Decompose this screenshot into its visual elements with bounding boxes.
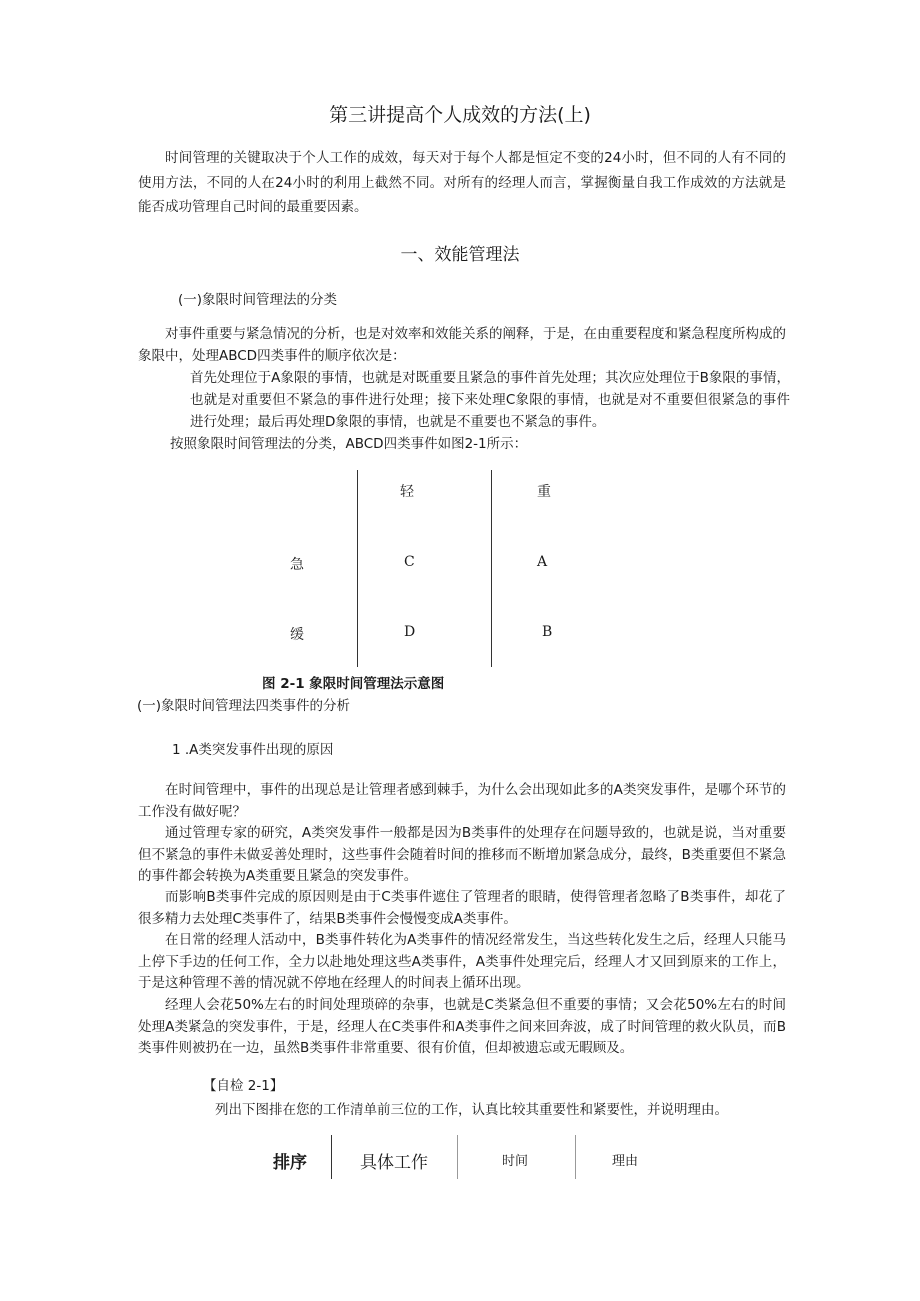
self-check-instruction: 列出下图排在您的工作清单前三位的工作，认真比较其重要性和紧要性，并说明理由。 <box>215 1102 728 1118</box>
paragraph: 而影响B类事件完成的原因则是由于C类事件遮住了管理者的眼睛，使得管理者忽略了B类事件，却花了很多精力去处理C类事件了，结果B类事件会慢慢变成A类事件。 <box>138 889 786 927</box>
paragraph: 对事件重要与紧急情况的分析，也是对效率和效能关系的阐释，于是，在由重要程度和紧急程度所构成的象限中，处理ABCD四类事件的顺序依次是： <box>138 326 786 364</box>
divider <box>575 1135 576 1179</box>
indented-paragraph: 首先处理位于A象限的事情，也就是对既重要且紧急的事件首先处理；其次应处理位于B象限的事情，也就是对重要但不紧急的事件进行处理；接下来处理C象限的事情，也就是对不重要但很紧急的事件进行处理；最后再处理D象限的事情，也就是不重要也不紧急的事件。 <box>190 370 790 430</box>
divider <box>331 1135 332 1179</box>
table-header: 理由 <box>612 1154 639 1169</box>
col-label-heavy: 重 <box>537 484 551 500</box>
table-header: 时间 <box>502 1154 529 1169</box>
subsection-heading: (一)象限时间管理法的分类 <box>178 292 338 308</box>
table-header: 排序 <box>273 1153 307 1173</box>
divider <box>357 470 358 667</box>
divider <box>457 1135 458 1179</box>
divider <box>491 470 492 667</box>
self-check-label: 【自检 2-1】 <box>203 1078 284 1094</box>
subsection-heading: (一)象限时间管理法四类事件的分析 <box>137 698 351 714</box>
figure-caption: 图 2-1 象限时间管理法示意图 <box>262 676 445 692</box>
page-title: 第三讲提高个人成效的方法(上) <box>329 104 591 126</box>
paragraph: 在时间管理中，事件的出现总是让管理者感到棘手，为什么会出现如此多的A类突发事件，是哪个环节的工作没有做好呢？ <box>138 782 786 820</box>
quadrant-c: C <box>404 554 415 570</box>
paragraph: 按照象限时间管理法的分类，ABCD四类事件如图2-1所示： <box>170 436 528 452</box>
paragraph: 通过管理专家的研究，A类突发事件一般都是因为B类事件的处理存在问题导致的，也就是说，当对重要但不紧急的事件未做妥善处理时，这些事件会随着时间的推移而不断增加紧急成分，最终，B类重要但不紧急的事件都会转换为A类重要且紧急的突发事件。 <box>138 825 786 885</box>
intro-paragraph: 时间管理的关键取决于个人工作的成效，每天对于每个人都是恒定不变的24小时，但不同的人有不同的使用方法，不同的人在24小时的利用上截然不同。对所有的经理人而言，掌握衡量自我工作成效的方法就是能否成功管理自己时间的最重要因素。 <box>138 150 786 215</box>
paragraph: 在日常的经理人活动中，B类事件转化为A类事件的情况经常发生，当这些转化发生之后，经理人只能马上停下手边的任何工作，全力以赴地处理这些A类事件，A类事件处理完后，经理人才又回到原来的工作上，于是这种管理不善的情况就不停地在经理人的时间表上循环出现。 <box>138 932 786 992</box>
subsection-heading: 1 .A类突发事件出现的原因 <box>172 742 334 758</box>
col-label-light: 轻 <box>400 484 414 500</box>
row-label-urgent: 急 <box>290 557 304 573</box>
paragraph: 经理人会花50%左右的时间处理琐碎的杂事，也就是C类紧急但不重要的事情；又会花50%左右的时间处理A类紧急的突发事件，于是，经理人在C类事件和A类事件之间来回奔波，成了时间管理的救火队员，而B类事件则被扔在一边，虽然B类事件非常重要、很有价值，但却被遗忘或无暇顾及。 <box>138 997 786 1057</box>
section-heading: 一、效能管理法 <box>400 245 520 265</box>
quadrant-a: A <box>537 554 548 570</box>
table-header: 具体工作 <box>360 1153 428 1173</box>
quadrant-b: B <box>542 624 553 640</box>
row-label-slow: 缓 <box>290 627 304 643</box>
quadrant-d: D <box>404 624 416 640</box>
